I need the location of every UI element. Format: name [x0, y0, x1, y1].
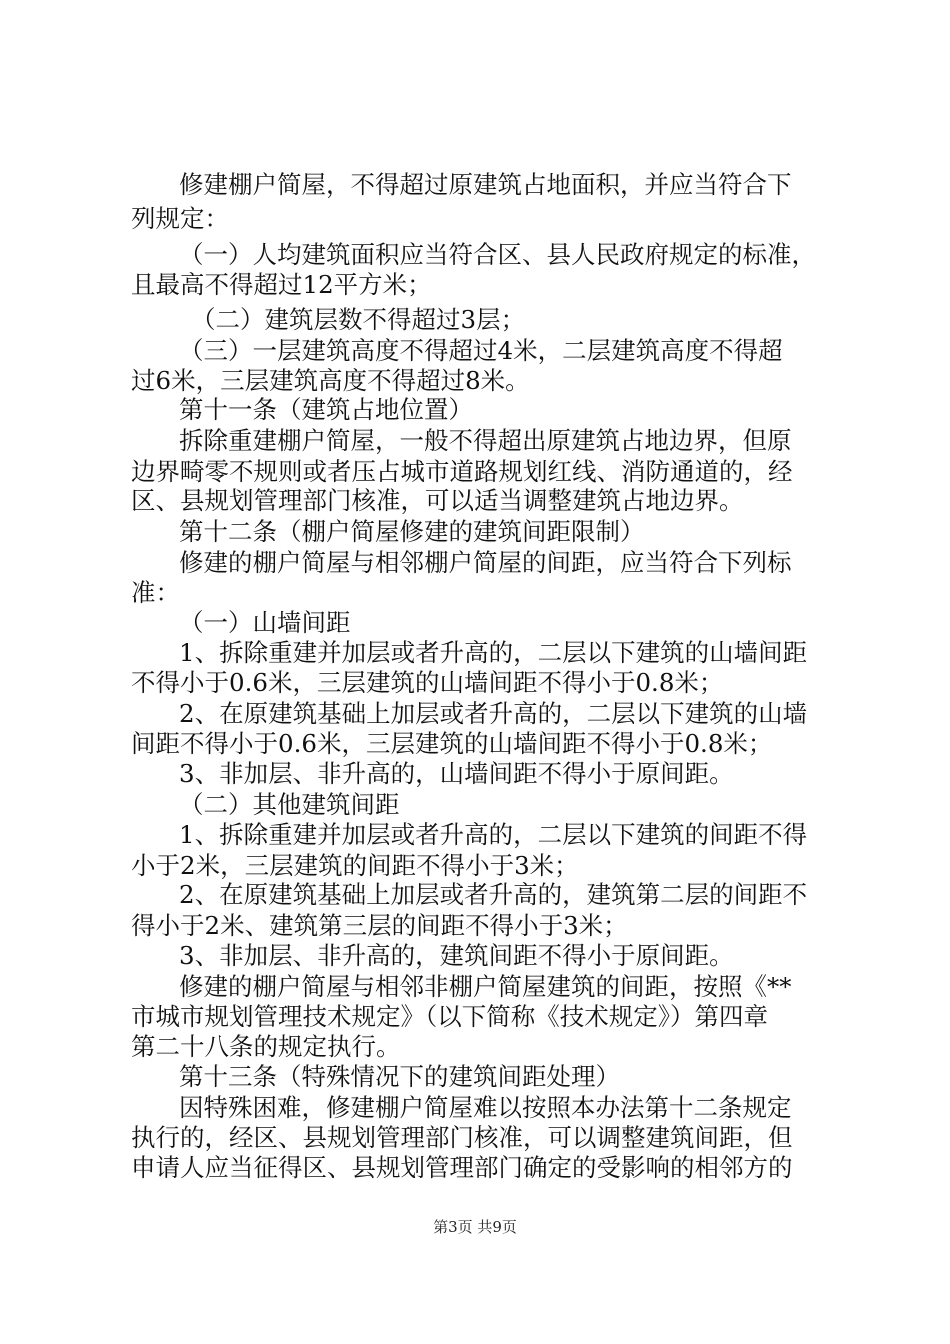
paragraph-line: 得小于2米、建筑第三层的间距不得小于3米； [131, 911, 628, 940]
paragraph-line: 3、非加层、非升高的，建筑间距不得小于原间距。 [179, 941, 734, 970]
paragraph-line: 3、非加层、非升高的，山墙间距不得小于原间距。 [179, 759, 734, 788]
paragraph-line: 准： [131, 578, 180, 607]
paragraph-line: （一）人均建筑面积应当符合区、县人民政府规定的标准， [179, 240, 816, 269]
paragraph-line: 列规定： [131, 204, 229, 233]
paragraph-line: 过6米，三层建筑高度不得超过8米。 [131, 366, 530, 395]
paragraph-line: 执行的，经区、县规划管理部门核准，可以调整建筑间距，但 [131, 1123, 793, 1152]
paragraph-line: （三）一层建筑高度不得超过4米，二层建筑高度不得超 [179, 336, 783, 365]
section-heading: 第十一条（建筑占地位置） [179, 395, 473, 424]
paragraph-line: 区、县规划管理部门核准，可以适当调整建筑占地边界。 [131, 486, 744, 515]
paragraph-line: 2、在原建筑基础上加层或者升高的，二层以下建筑的山墙 [179, 699, 808, 728]
paragraph-line: 2、在原建筑基础上加层或者升高的，建筑第二层的间距不 [179, 880, 808, 909]
paragraph-line: 修建的棚户简屋与相邻非棚户简屋建筑的间距，按照《** [179, 972, 792, 1001]
paragraph-line: 1、拆除重建并加层或者升高的，二层以下建筑的间距不得 [179, 820, 808, 849]
paragraph-line: 修建的棚户简屋与相邻棚户简屋的间距，应当符合下列标 [179, 548, 792, 577]
paragraph-line: 第二十八条的规定执行。 [131, 1032, 401, 1061]
paragraph-line: 边界畸零不规则或者压占城市道路规划红线、消防通道的，经 [131, 457, 793, 486]
paragraph-line: 1、拆除重建并加层或者升高的，二层以下建筑的山墙间距 [179, 638, 808, 667]
paragraph-line: 申请人应当征得区、县规划管理部门确定的受影响的相邻方的 [131, 1153, 793, 1182]
subsection-heading: （二）其他建筑间距 [179, 790, 400, 819]
paragraph-line: 拆除重建棚户简屋，一般不得超出原建筑占地边界，但原 [179, 426, 792, 455]
paragraph-line: 且最高不得超过12平方米； [131, 270, 432, 299]
paragraph-line: 不得小于0.6米，三层建筑的山墙间距不得小于0.8米； [131, 668, 724, 697]
subsection-heading: （一）山墙间距 [179, 608, 351, 637]
paragraph-line: 修建棚户简屋，不得超过原建筑占地面积，并应当符合下 [179, 170, 792, 199]
section-heading: 第十三条（特殊情况下的建筑间距处理） [179, 1062, 620, 1091]
paragraph-line: （二）建筑层数不得超过3层； [191, 305, 526, 334]
section-heading: 第十二条（棚户简屋修建的建筑间距限制） [179, 517, 645, 546]
page-number-footer: 第3页 共9页 [433, 1218, 517, 1236]
paragraph-line: 小于2米，三层建筑的间距不得小于3米； [131, 851, 579, 880]
paragraph-line: 因特殊困难，修建棚户简屋难以按照本办法第十二条规定 [179, 1093, 792, 1122]
paragraph-line: 市城市规划管理技术规定》（以下简称《技术规定》）第四章 [131, 1002, 768, 1031]
paragraph-line: 间距不得小于0.6米，三层建筑的山墙间距不得小于0.8米； [131, 729, 773, 758]
